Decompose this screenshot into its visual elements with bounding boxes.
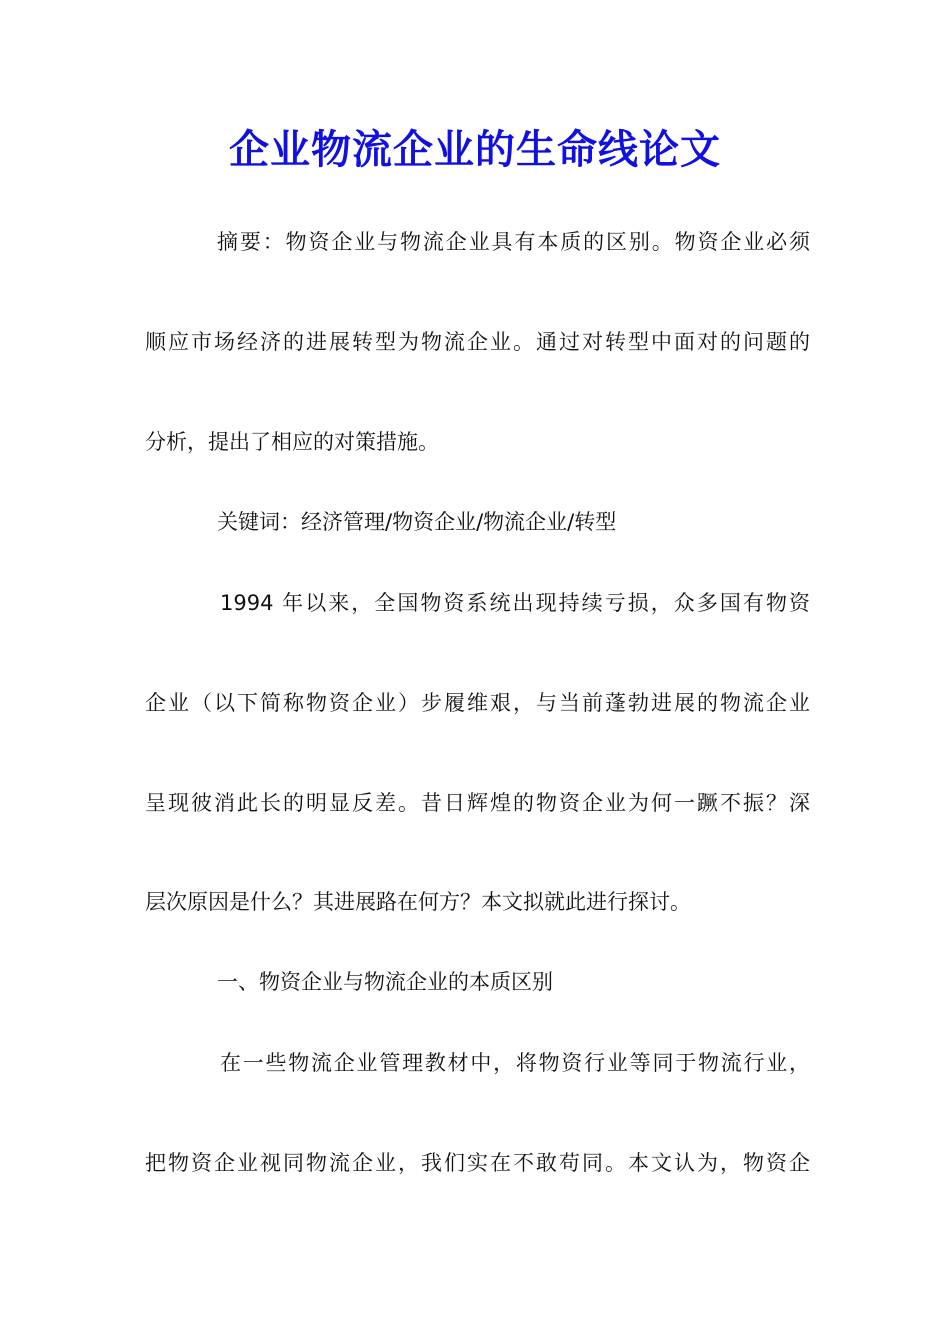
section-heading: 一、物资企业与物流企业的本质区别 xyxy=(217,970,553,994)
abstract-line-1: 摘要：物资企业与物流企业具有本质的区别。物资企业必须 xyxy=(217,230,810,254)
abstract-line-3: 分析，提出了相应的对策措施。 xyxy=(145,430,439,454)
keywords-line: 关键词：经济管理/物资企业/物流企业/转型 xyxy=(217,510,617,534)
abstract-line-2: 顺应市场经济的进展转型为物流企业。通过对转型中面对的问题的 xyxy=(145,330,810,354)
body-line-1: 1994 年以来，全国物资系统出现持续亏损，众多国有物资 xyxy=(220,591,810,615)
body-line-3: 呈现彼消此长的明显反差。昔日辉煌的物资企业为何一蹶不振？深 xyxy=(145,791,810,815)
body-line-2: 企业（以下简称物资企业）步履维艰，与当前蓬勃进展的物流企业 xyxy=(145,691,810,715)
body-line-6: 把物资企业视同物流企业，我们实在不敢苟同。本文认为，物资企 xyxy=(145,1151,810,1175)
body-line-5: 在一些物流企业管理教材中，将物资行业等同于物流行业， xyxy=(220,1051,810,1075)
body-line-4: 层次原因是什么？其进展路在何方？本文拟就此进行探讨。 xyxy=(145,890,691,914)
document-title: 企业物流企业的生命线论文 xyxy=(229,126,721,173)
